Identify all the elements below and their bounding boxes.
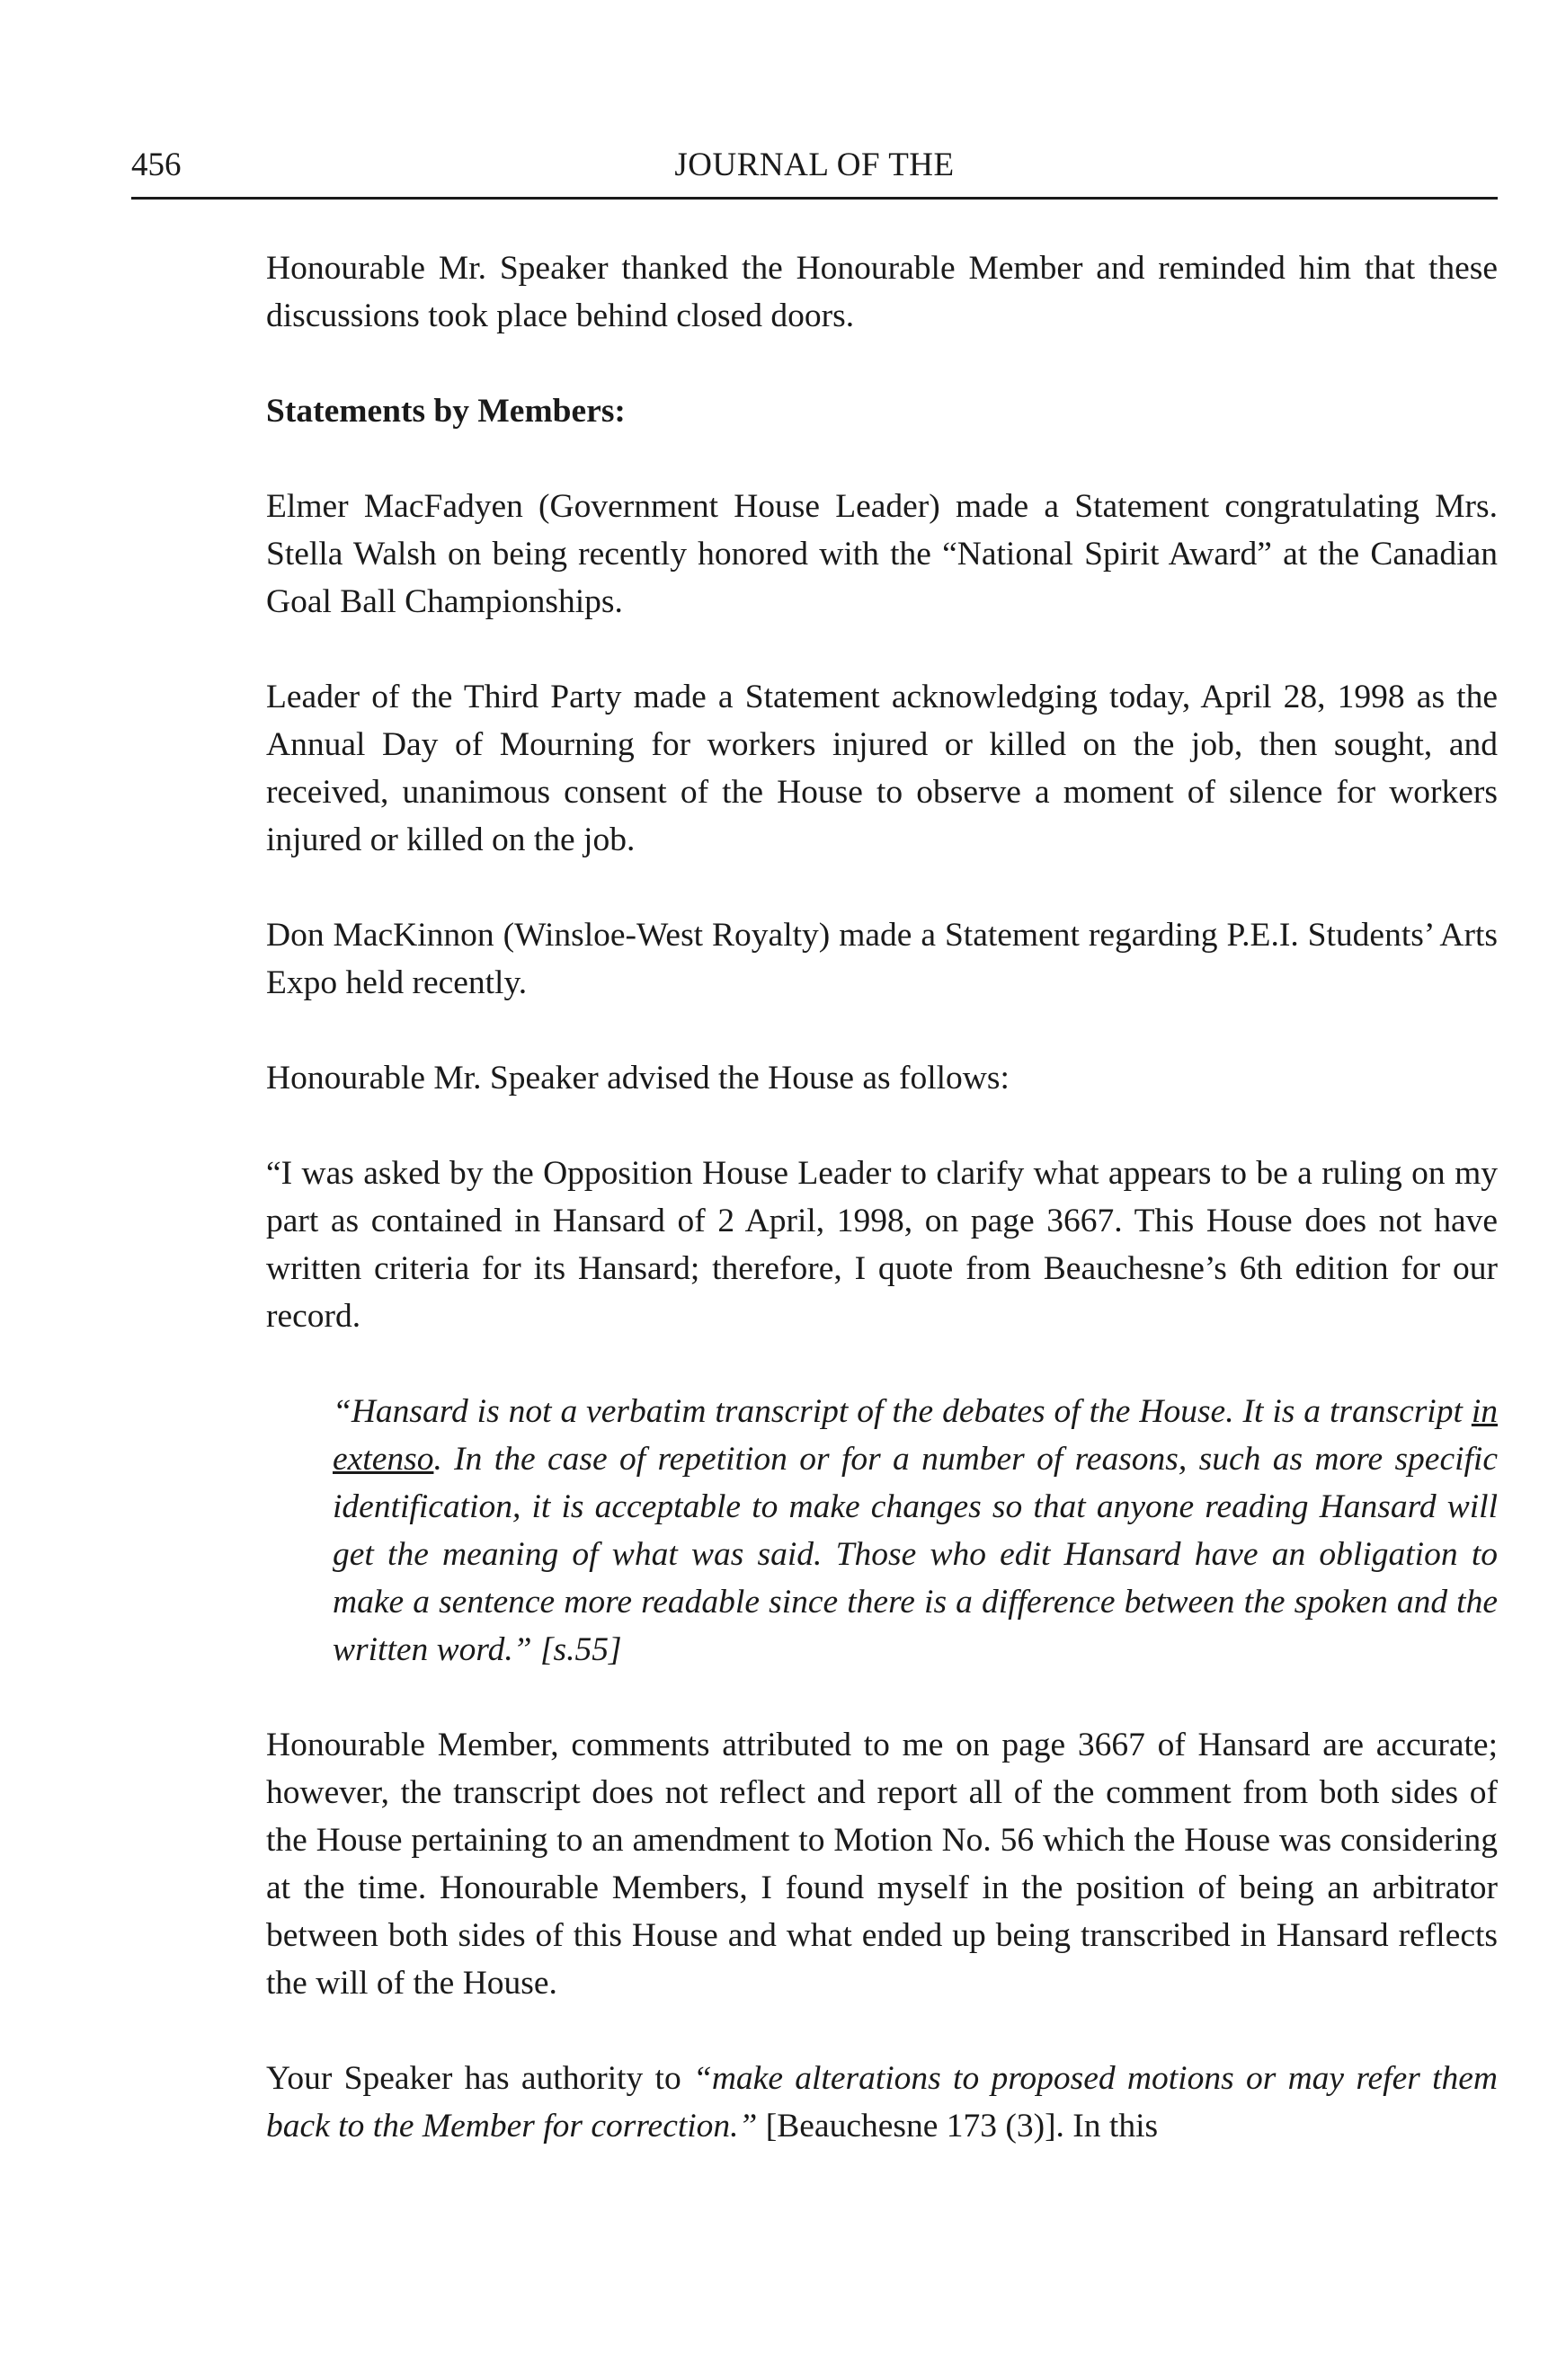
header-rule xyxy=(131,197,1498,200)
authority-quote: “make alterations to proposed motions or may refer them back to the Member for correction.” xyxy=(266,2060,1498,2145)
page-number: 456 xyxy=(131,147,182,183)
paragraph-third-party-statement: Leader of the Third Party made a Statement acknowledging today, April 28, 1998 as the Annual Day of Mourning for workers injured or killed on the job, then sought, and received, unanimous consent of the House to observe a moment of silence for workers injured or killed on the job. xyxy=(266,679,1498,858)
paragraph-speaker-thanks: Honourable Mr. Speaker thanked the Honourable Member and reminded him that these discussions took place behind closed doors. xyxy=(266,250,1498,334)
block-quote-beauchesne xyxy=(333,1388,1498,1674)
quote-in-extenso: in extenso xyxy=(333,1393,1498,1478)
quote-text-part1: “Hansard is not a verbatim transcript of the debates of the House. It is a transcript xyxy=(333,1393,1472,1430)
paragraph-macfadyen-statement: Elmer MacFadyen (Government House Leader) made a Statement congratulating Mrs. Stella Walsh on being recently honored with the “National Spirit Award” at the Canadian Goal Ball Championships. xyxy=(266,488,1498,620)
authority-text-start: Your Speaker has authority to xyxy=(266,2060,693,2097)
paragraph-speaker-advised: Honourable Mr. Speaker advised the House as follows: xyxy=(266,1060,1010,1097)
paragraph-mackinnon-statement: Don MacKinnon (Winsloe-West Royalty) made a Statement regarding P.E.I. Students’ Arts Expo held recently. xyxy=(266,917,1498,1001)
running-header xyxy=(131,144,1498,198)
paragraph-opposition-clarify: “I was asked by the Opposition House Leader to clarify what appears to be a ruling on my part as contained in Hansard of 2 April, 1998, on page 3667. This House does not have written criteria for its Hansard; therefore, I quote from Beauchesne’s 6th edition for our record. xyxy=(266,1155,1498,1335)
section-heading: Statements by Members: xyxy=(266,393,626,430)
authority-text-end: [Beauchesne 173 (3)]. In this xyxy=(757,2108,1159,2145)
body-text xyxy=(266,244,1498,2198)
journal-title: JOURNAL OF THE xyxy=(674,147,955,183)
paragraph-speaker-authority xyxy=(266,2055,1498,2150)
quote-text-part2: . In the case of repetition or for a number of reasons, such as more specific identification, it is acceptable to make changes so that anyone reading Hansard will get the meaning of what was said. Those who edit Hansard have an obligation to make a sentence more readable since there is a difference between the spoken and the written word.” [s.55] xyxy=(333,1441,1498,1668)
paragraph-comments-attributed: Honourable Member, comments attributed to me on page 3667 of Hansard are accurate; however, the transcript does not reflect and report all of the comment from both sides of the House pertaining to an amendment to Motion No. 56 which the House was considering at the time. Honourable Members, I found myself in the position of being an arbitrator between both sides of this House and what ended up being transcribed in Hansard reflects the will of the House. xyxy=(266,1727,1498,2002)
